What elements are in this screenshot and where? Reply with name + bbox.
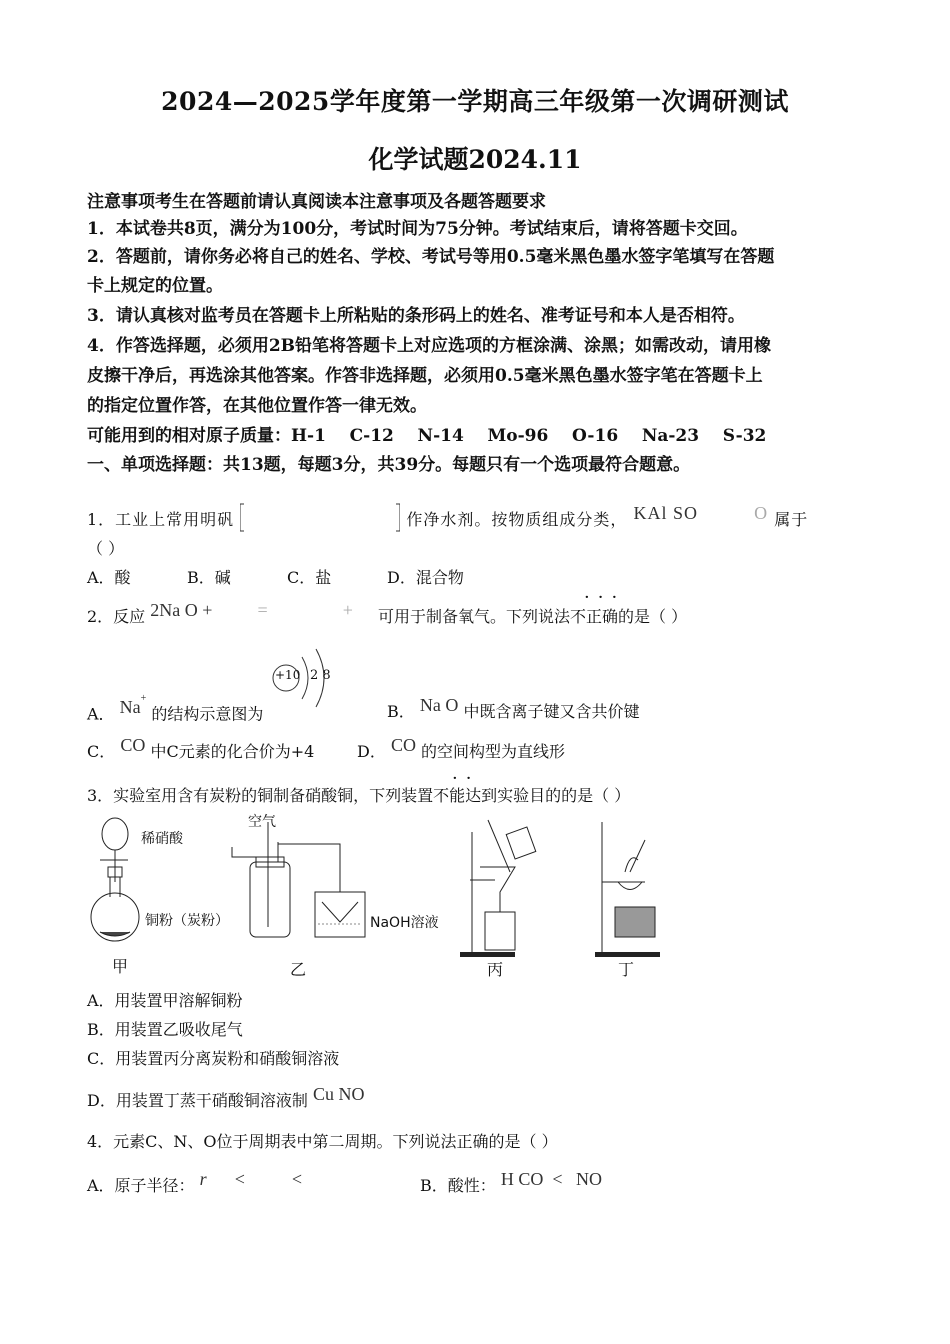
q1-stem-c: 属于: [774, 510, 809, 529]
q2-opt-b-pre: B．: [387, 702, 415, 721]
q4-opt-a-pre: A．原子半径：: [87, 1176, 195, 1195]
label-ding: 丁: [618, 960, 635, 979]
q1-paren: （ ）: [87, 539, 125, 558]
apparatus-bing: [460, 820, 536, 957]
q2-opt-b-post: 中既含离子键又含共价键: [463, 702, 640, 721]
q4-option-a: [87, 1169, 303, 1199]
q1-option-c: C．盐: [287, 568, 332, 587]
note-item: 的指定位置作答，在其他位置作答一律无效。: [87, 396, 427, 416]
formula-bracket: [240, 503, 400, 533]
q1-option-a: A．酸: [87, 568, 131, 587]
note-item: 1．本试卷共8页，满分为100分，考试时间为75分钟。考试结束后，请将答题卡交回。: [87, 219, 748, 239]
question-4-stem: 4．元素C、N、O位于周期表中第二周期。下列说法正确的是（ ）: [87, 1132, 558, 1151]
q4-opt-b-pre: B．酸性：: [420, 1176, 496, 1195]
q1-formula: KAl SO: [633, 503, 698, 523]
q4-option-b: [420, 1169, 603, 1199]
q2-formula-plus: +: [342, 600, 353, 620]
apparatus-ding: [595, 822, 660, 957]
q2-option-a: [87, 693, 264, 727]
question-1-stem: [87, 495, 808, 533]
q3-opt-d-text: D．用装置丁蒸干硝酸铜溶液制: [87, 1091, 308, 1110]
q4-opt-a-formula: r < <: [199, 1169, 303, 1189]
label-air: 空气: [248, 814, 276, 830]
q3-opt-d-formula: Cu NO: [312, 1084, 365, 1104]
note-item: 2．答题前，请你务必将自己的姓名、学校、考试号等用0.5毫米黑色墨水签字笔填写在答题: [87, 247, 775, 267]
q1-stem-a: 1．工业上常用明矾: [87, 510, 235, 529]
q2-option-d: [357, 735, 566, 765]
label-naoh: NaOH溶液: [370, 915, 439, 931]
q1-formula-tail: O: [754, 503, 769, 523]
atom-nucleus-label: +10: [275, 668, 301, 682]
q2-formula-eq: =: [257, 600, 268, 620]
q1-stem-b: 作净水剂。按物质组成分类，: [406, 510, 628, 529]
q3-option-c: C．用装置丙分离炭粉和硝酸铜溶液: [87, 1049, 340, 1068]
label-jia: 甲: [112, 957, 129, 976]
q3-option-b: B．用装置乙吸收尾气: [87, 1020, 243, 1039]
q2-opt-d-post: 的空间构型为直线形: [421, 742, 566, 761]
q2-stem-b: 可用于制备氧气。下列说法不正确的是（ ）: [378, 607, 688, 626]
exam-subtitle: 化学试题2024.11: [368, 145, 582, 174]
q2-opt-d-formula: CO: [390, 735, 416, 755]
q4-opt-b-formula: H CO < NO: [500, 1169, 603, 1189]
label-copper: 铜粉（炭粉）: [145, 913, 229, 929]
q2-formula: 2Na O +: [150, 600, 213, 620]
q2-opt-c-post: 中C元素的化合价为+4: [150, 742, 315, 761]
question-2-stem: [87, 600, 688, 630]
q2-option-b: [387, 695, 640, 725]
emphasis-dots: ··: [452, 768, 480, 789]
label-bing: 丙: [487, 960, 504, 979]
q2-opt-c-formula: CO: [120, 735, 146, 755]
q3-option-a: A．用装置甲溶解铜粉: [87, 991, 243, 1010]
q2-opt-a-pre: A．: [87, 704, 115, 724]
q2-opt-b-formula: Na O: [419, 695, 459, 715]
question-3-stem: 3．实验室用含有炭粉的铜制备硝酸铜，下列装置不能达到实验目的的是（ ）: [87, 786, 631, 805]
label-yi: 乙: [290, 960, 307, 979]
notes-heading: 注意事项考生在答题前请认真阅读本注意事项及各题答题要求: [87, 192, 546, 212]
q2-opt-c-pre: C．: [87, 742, 116, 761]
q2-opt-a-ion: Na: [119, 697, 141, 718]
q2-stem-a: 2．反应: [87, 607, 146, 626]
q1-option-b: B．碱: [187, 568, 231, 587]
exam-title: 2024—2025学年度第一学期高三年级第一次调研测试: [161, 87, 789, 116]
note-item: 4．作答选择题，必须用2B铅笔将答题卡上对应选项的方框涂满、涂黑；如需改动，请用橡: [87, 336, 772, 356]
section-heading: 一、单项选择题：共13题，每题3分，共39分。每题只有一个选项最符合题意。: [87, 455, 691, 475]
note-item: 3．请认真核对监考员在答题卡上所粘贴的条形码上的姓名、准考证号和本人是否相符。: [87, 306, 745, 326]
apparatus-yi: [232, 822, 365, 937]
q1-option-d: D．混合物: [387, 568, 464, 587]
q2-opt-a-charge: +: [140, 693, 147, 704]
bracket-icon: [240, 503, 400, 533]
atomic-masses: 可能用到的相对原子质量：H-1 C-12 N-14 Mo-96 O-16 Na-23 S-32: [87, 426, 767, 446]
q2-opt-a-post: 的结构示意图为: [151, 704, 264, 724]
note-item: 卡上规定的位置。: [87, 276, 223, 296]
q3-option-d: [87, 1084, 365, 1114]
q2-option-c: [87, 735, 315, 765]
label-acid: 稀硝酸: [141, 831, 183, 847]
note-item: 皮擦干净后，再选涂其他答案。作答非选择题，必须用0.5毫米黑色墨水签字笔在答题卡上: [87, 366, 763, 386]
q2-opt-d-pre: D．: [357, 742, 386, 761]
emphasis-dots: ···: [584, 587, 626, 608]
apparatus-jia: [91, 818, 139, 941]
atom-shells-label: 2 8: [310, 668, 331, 683]
